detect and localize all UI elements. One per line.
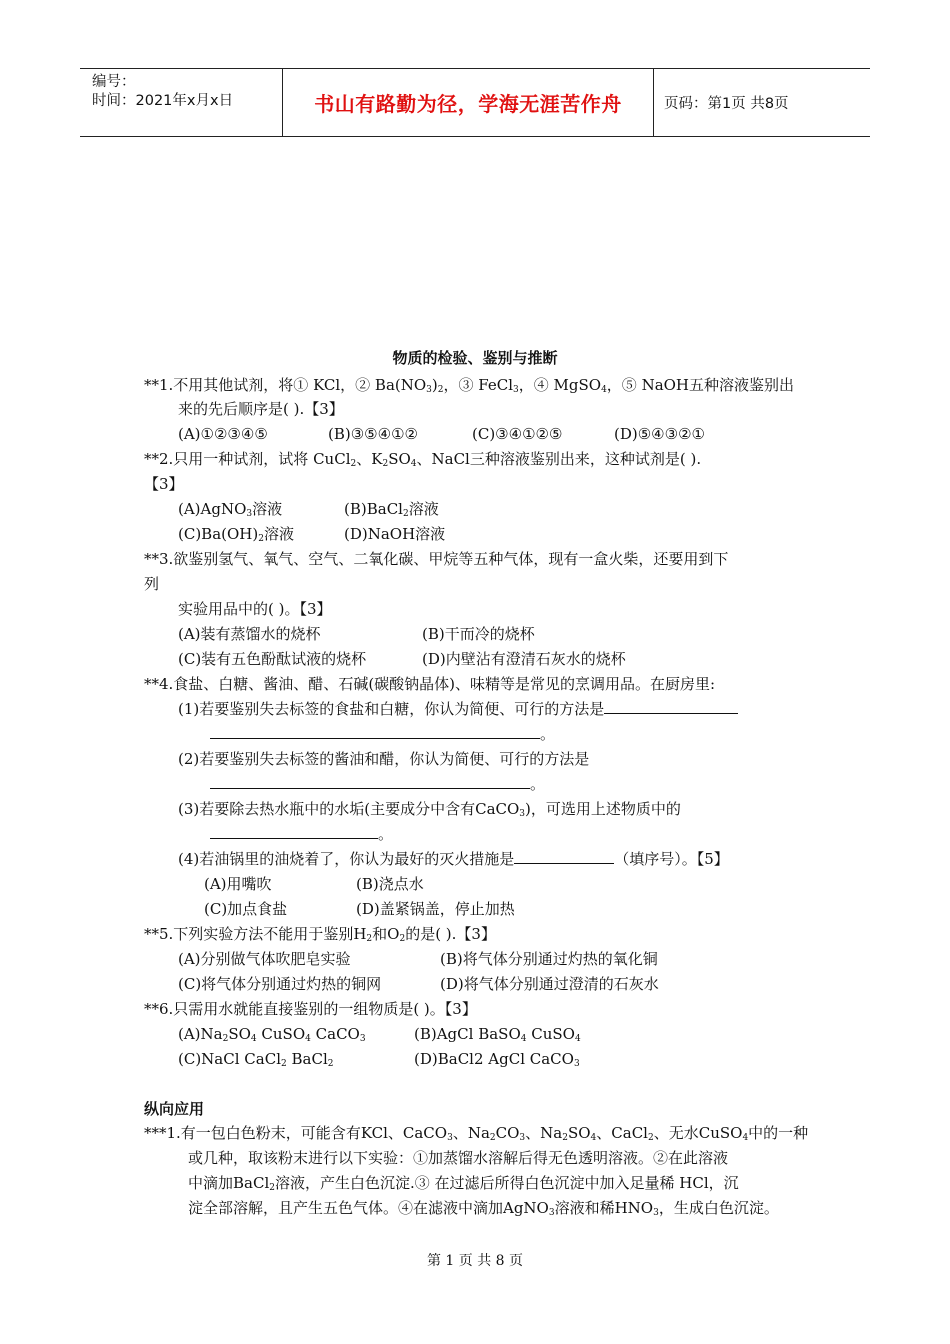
q4-part3-cont: 。 <box>210 822 393 846</box>
q6-option-a: $(A)Na_2SO_4$ CuSO$_4$ CaCO$_3$ <box>178 1025 366 1044</box>
q4-part2: (2)若要鉴别失去标签的酱油和醋，你认为简便、可行的方法是 <box>178 750 590 768</box>
answer-blank[interactable] <box>210 774 530 789</box>
q2-stem: **2.只用一种试剂，试将 CuCl$_2$、$K_2SO_4$、NaCl三种溶液鉴别出来，这种试剂是( ). <box>144 450 702 469</box>
q4-option-a: (A)用嘴吹 <box>204 875 272 893</box>
q1-option-d: (D)⑤④③②① <box>614 425 705 443</box>
q4-part3: (3)若要除去热水瓶中的水垢(主要成分中含有CaCO$_3$)，可选用上述物质中的 <box>178 800 681 819</box>
q5-stem: **5.下列实验方法不能用于鉴别$H_2$和$O_2$的是( ).【3】 <box>144 925 496 944</box>
q2-option-c: $(C)Ba(OH)_2$溶液 <box>178 525 294 544</box>
answer-blank[interactable] <box>210 724 540 739</box>
p1-line3: 中滴加BaCl$_2$溶液，产生白色沉淀.③ 在过滤后所得白色沉淀中加入足量稀 HCl，沉 <box>188 1174 739 1193</box>
header-page-info: 页码：第1页 共8页 <box>664 96 789 112</box>
document-title: 物质的检验、鉴别与推断 <box>392 349 558 367</box>
q4-part2-cont: 。 <box>210 772 545 796</box>
q4-part4: (4)若油锅里的油烧着了，你认为最好的灭火措施是 （填序号）。【5】 <box>178 850 729 868</box>
q5-option-d: (D)将气体分别通过澄清的石灰水 <box>440 975 659 993</box>
p1-line4: 淀全部溶解，且产生五色气体。④在滤液中滴加AgNO$_3$溶液和稀$HNO_3$，生成白色沉淀。 <box>188 1199 779 1218</box>
q1-option-c: (C)③④①②⑤ <box>472 425 563 443</box>
q2-option-a: (A)AgNO$_3$溶液 <box>178 500 283 519</box>
answer-blank[interactable] <box>210 824 378 839</box>
section-heading: 纵向应用 <box>144 1100 205 1118</box>
q5-option-c: (C)将气体分别通过灼热的铜网 <box>178 975 382 993</box>
q2-option-d: (D)NaOH溶液 <box>344 525 446 543</box>
q4-part1: (1)若要鉴别失去标签的食盐和白糖，你认为简便、可行的方法是 <box>178 697 738 721</box>
q4-stem: **4.食盐、白糖、酱油、醋、石碱(碳酸钠晶体)、味精等是常见的烹调用品。在厨房里: <box>144 675 716 693</box>
q2-stem-cont: 【3】 <box>144 475 184 493</box>
q3-option-a: (A)装有蒸馏水的烧杯 <box>178 625 321 643</box>
header-meta <box>80 69 280 136</box>
q4-option-c: (C)加点食盐 <box>204 900 288 918</box>
q3-option-d: (D)内壁沾有澄清石灰水的烧杯 <box>422 650 626 668</box>
q3-option-b: (B)干而冷的烧杯 <box>422 625 535 643</box>
q6-option-b: (B)AgCl BaSO$_4$ CuSO$_4$ <box>414 1025 581 1044</box>
q3-stem: **3.欲鉴别氢气、氧气、空气、二氧化碳、甲烷等五种气体，现有一盒火柴，还要用到下 <box>144 550 729 568</box>
page-header <box>80 68 870 137</box>
q6-stem: **6.只需用水就能直接鉴别的一组物质是( )。【3】 <box>144 1000 477 1018</box>
q6-option-c: (C)NaCl CaCl$_2$ BaCl$_2$ <box>178 1050 334 1069</box>
q1-option-a: (A)①②③④⑤ <box>178 425 268 443</box>
date-label: 时间：2021年x月x日 <box>92 93 234 109</box>
q3-stem-cont2: 实验用品中的( )。【3】 <box>178 600 332 618</box>
p1-line1: ***1.有一包白色粉末，可能含有KCl、CaCO$_3$、$Na_2CO_3$、$Na_2SO_4$、CaCl$_2$、无水CuSO$_4$中的一种 <box>144 1124 809 1143</box>
q6-option-d: (D)BaCl2 AgCl CaCO$_3$ <box>414 1050 580 1069</box>
answer-blank[interactable] <box>514 849 614 864</box>
q3-option-c: (C)装有五色酚酞试液的烧杯 <box>178 650 367 668</box>
q1-stem: **1.不用其他试剂，将① KCl，② $Ba(NO_3)_2$，③ FeCl$_3$，④ MgSO$_4$，⑤ NaOH五种溶液鉴别出 <box>144 376 795 395</box>
q5-option-a: (A)分别做气体吹肥皂实验 <box>178 950 351 968</box>
answer-blank[interactable] <box>604 699 738 714</box>
q5-option-b: (B)将气体分别通过灼热的氧化铜 <box>440 950 658 968</box>
number-label: 编号： <box>92 74 136 90</box>
q4-part1-cont: 。 <box>210 722 555 746</box>
q2-option-b: (B)BaCl$_2$溶液 <box>344 500 439 519</box>
q4-option-b: (B)浇点水 <box>356 875 424 893</box>
page-footer: 第 1 页 共 8 页 <box>426 1253 524 1269</box>
q4-option-d: (D)盖紧锅盖，停止加热 <box>356 900 515 918</box>
p1-line2: 或几种，取该粉末进行以下实验：①加蒸馏水溶解后得无色透明溶液。②在此溶液 <box>188 1149 729 1167</box>
q3-stem-cont: 列 <box>144 575 160 593</box>
q1-stem-cont: 来的先后顺序是( ).【3】 <box>178 400 344 418</box>
q1-option-b: (B)③⑤④①② <box>328 425 418 443</box>
header-motto: 书山有路勤为径，学海无涯苦作舟 <box>282 69 654 136</box>
